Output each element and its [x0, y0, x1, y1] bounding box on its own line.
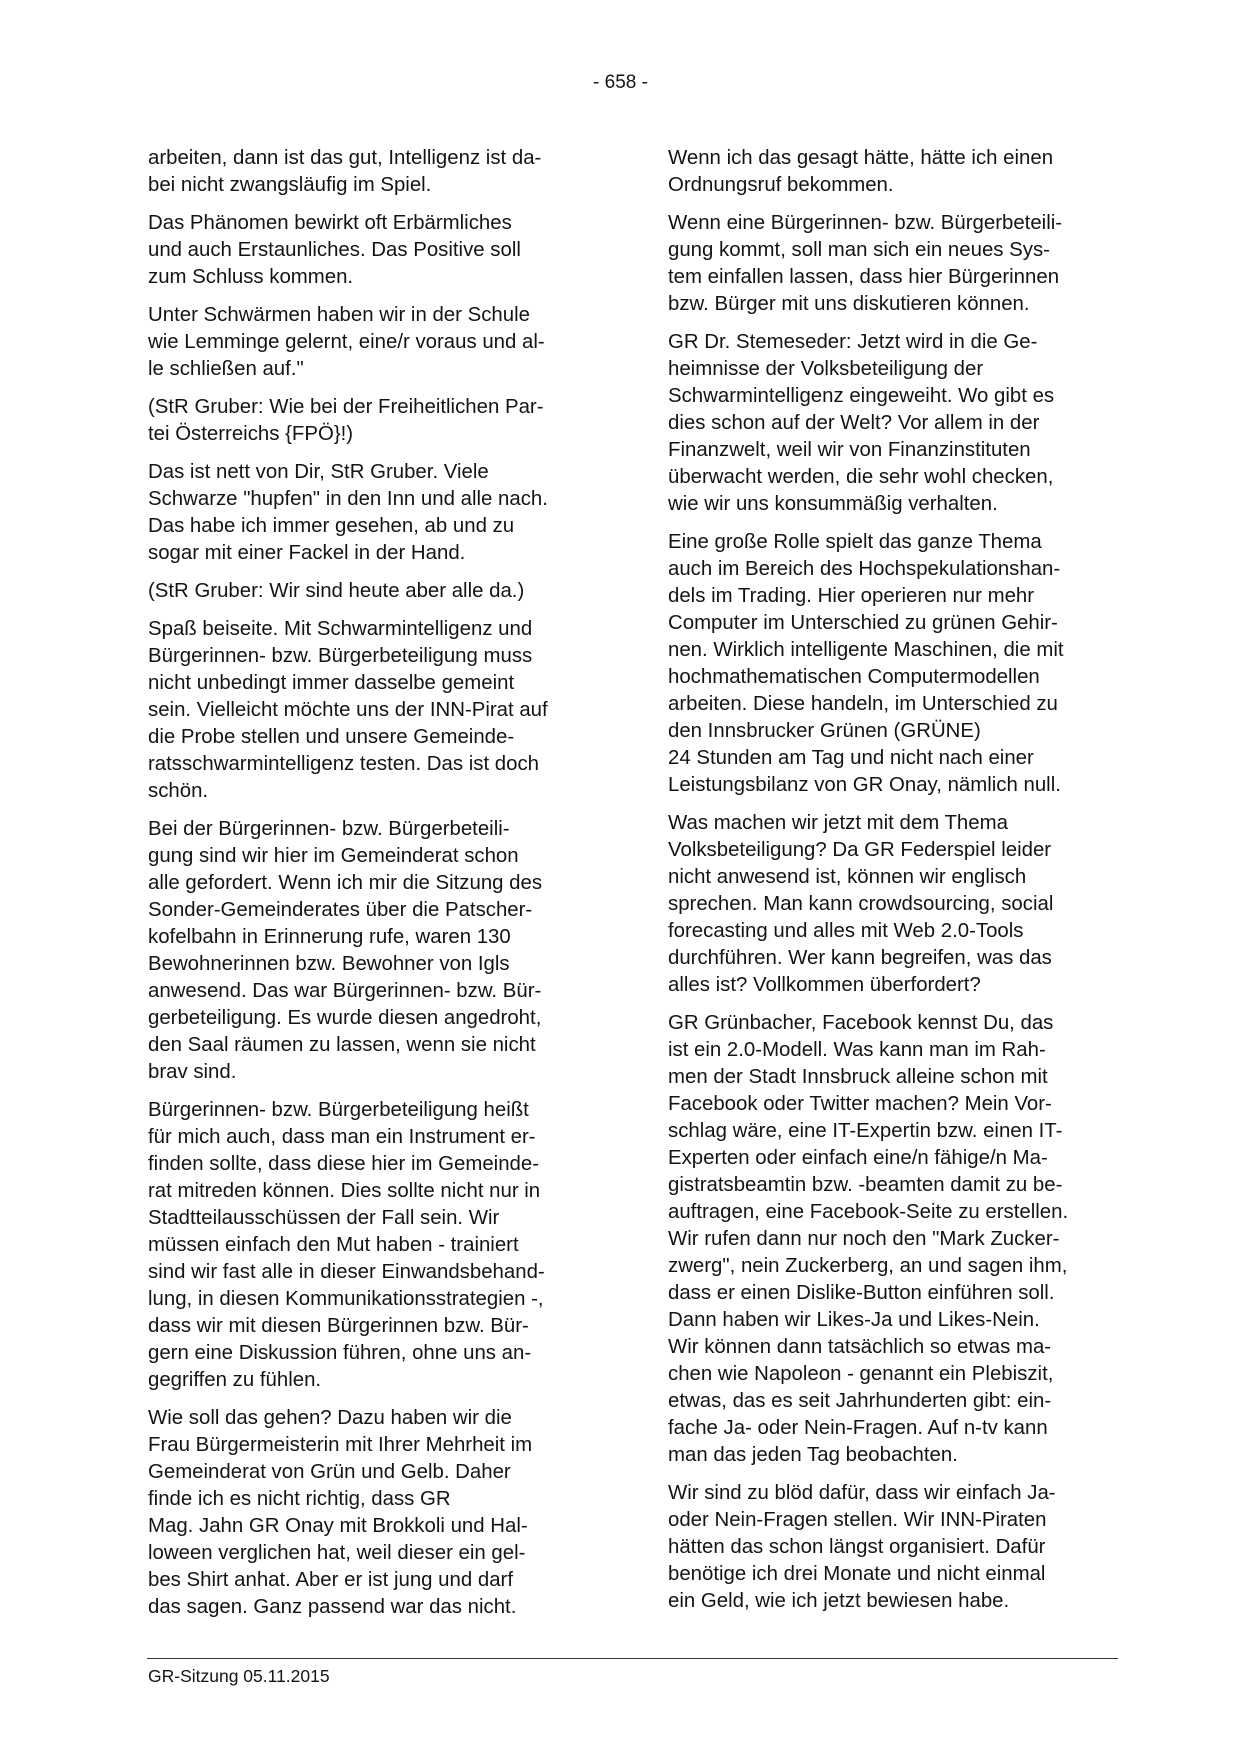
text-line: Leistungsbilanz von GR Onay, nämlich null. [668, 774, 1061, 796]
text-line: Dann haben wir Likes-Ja und Likes-Nein. [668, 1309, 1040, 1331]
text-line: Das Phänomen bewirkt oft Erbärmliches [148, 212, 512, 234]
text-line: gung kommt, soll man sich ein neues Sys- [668, 239, 1050, 261]
text-line: auftragen, eine Facebook-Seite zu erstellen. [668, 1201, 1069, 1223]
text-line: GR Dr. Stemeseder: Jetzt wird in die Ge- [668, 331, 1038, 353]
paragraph [148, 578, 600, 605]
text-line: gung sind wir hier im Gemeinderat schon [148, 845, 519, 867]
text-line: Wir können dann tatsächlich so etwas ma- [668, 1336, 1052, 1358]
text-line: nicht unbedingt immer dasselbe gemeint [148, 672, 515, 694]
text-line: Wie soll das gehen? Dazu haben wir die [148, 1407, 512, 1429]
text-line: schön. [148, 780, 209, 802]
text-line: fache Ja- oder Nein-Fragen. Auf n-tv kann [668, 1417, 1048, 1439]
text-line: etwas, das es seit Jahrhunderten gibt: ein- [668, 1390, 1052, 1412]
text-line: durchführen. Wer kann begreifen, was das [668, 947, 1052, 969]
text-line: Was machen wir jetzt mit dem Thema [668, 812, 1008, 834]
text-line: Bürgerinnen- bzw. Bürgerbeteiligung muss [148, 645, 533, 667]
page-number: - 658 - [593, 72, 648, 93]
text-line: Gemeinderat von Grün und Gelb. Daher [148, 1461, 511, 1483]
paragraph [148, 459, 600, 567]
text-line: dass wir mit diesen Bürgerinnen bzw. Bür- [148, 1315, 529, 1337]
text-line: Schwarze "hupfen" in den Inn und alle nach. [148, 488, 548, 510]
text-line: Facebook oder Twitter machen? Mein Vor- [668, 1093, 1052, 1115]
text-line: sein. Vielleicht möchte uns der INN-Pirat auf [148, 699, 548, 721]
text-line: Bürgerinnen- bzw. Bürgerbeteiligung heißt [148, 1099, 529, 1121]
text-line: Wir rufen dann nur noch den "Mark Zucker- [668, 1228, 1060, 1250]
right-text-column [668, 145, 1120, 1626]
text-line: müssen einfach den Mut haben - trainiert [148, 1234, 519, 1256]
text-line: Stadtteilausschüssen der Fall sein. Wir [148, 1207, 500, 1229]
text-line: gistratsbeamtin bzw. -beamten damit zu be- [668, 1174, 1063, 1196]
text-line: wie Lemminge gelernt, eine/r voraus und al- [148, 331, 545, 353]
text-line: Volksbeteiligung? Da GR Federspiel leider [668, 839, 1052, 861]
text-line: ist ein 2.0-Modell. Was kann man im Rah- [668, 1039, 1046, 1061]
text-line: sind wir fast alle in dieser Einwandsbehand- [148, 1261, 545, 1283]
text-line: le schließen auf." [148, 358, 304, 380]
paragraph [148, 816, 600, 1086]
text-line: wie wir uns konsummäßig verhalten. [668, 493, 998, 515]
text-line: finden sollte, dass diese hier im Gemeinde- [148, 1153, 540, 1175]
paragraph [668, 210, 1120, 318]
text-line: alles ist? Vollkommen überfordert? [668, 974, 981, 996]
text-line: Finanzwelt, weil wir von Finanzinstituten [668, 439, 1031, 461]
text-line: loween verglichen hat, weil dieser ein gel- [148, 1542, 526, 1564]
text-line: anwesend. Das war Bürgerinnen- bzw. Bür- [148, 980, 542, 1002]
text-line: Computer im Unterschied zu grünen Gehir- [668, 612, 1058, 634]
text-line: rat mitreden können. Dies sollte nicht nur in [148, 1180, 541, 1202]
text-line: Das habe ich immer gesehen, ab und zu [148, 515, 515, 537]
text-line: Ordnungsruf bekommen. [668, 174, 894, 196]
text-line: gern eine Diskussion führen, ohne uns an- [148, 1342, 532, 1364]
text-line: Spaß beiseite. Mit Schwarmintelligenz und [148, 618, 533, 640]
text-line: 24 Stunden am Tag und nicht nach einer [668, 747, 1034, 769]
paragraph [668, 810, 1120, 999]
paragraph [148, 394, 600, 448]
text-line: sogar mit einer Fackel in der Hand. [148, 542, 466, 564]
text-line: forecasting und alles mit Web 2.0-Tools [668, 920, 1024, 942]
paragraph [668, 329, 1120, 518]
paragraph [148, 145, 600, 199]
text-line: den Innsbrucker Grünen (GRÜNE) [668, 720, 981, 742]
text-line: (StR Gruber: Wir sind heute aber alle da.) [148, 580, 525, 602]
text-line: Frau Bürgermeisterin mit Ihrer Mehrheit im [148, 1434, 533, 1456]
text-line: sprechen. Man kann crowdsourcing, social [668, 893, 1054, 915]
paragraph [148, 1097, 600, 1394]
text-line: zum Schluss kommen. [148, 266, 354, 288]
text-line: Eine große Rolle spielt das ganze Thema [668, 531, 1042, 553]
paragraph [148, 210, 600, 291]
text-line: und auch Erstaunliches. Das Positive soll [148, 239, 521, 261]
text-line: die Probe stellen und unsere Gemeinde- [148, 726, 515, 748]
text-line: Wenn ich das gesagt hätte, hätte ich einen [668, 147, 1054, 169]
text-line: Experten oder einfach eine/n fähige/n Ma- [668, 1147, 1048, 1169]
text-line: Sonder-Gemeinderates über die Patscher- [148, 899, 533, 921]
text-line: tei Österreichs {FPÖ}!) [148, 423, 354, 445]
text-line: oder Nein-Fragen stellen. Wir INN-Piraten [668, 1509, 1047, 1531]
text-line: gegriffen zu fühlen. [148, 1369, 322, 1391]
text-line: arbeiten, dann ist das gut, Intelligenz ist da- [148, 147, 542, 169]
text-line: auch im Bereich des Hochspekulationshan- [668, 558, 1061, 580]
text-line: für mich auch, dass man ein Instrument er- [148, 1126, 536, 1148]
footer-session-date: GR-Sitzung 05.11.2015 [148, 1666, 330, 1686]
text-line: chen wie Napoleon - genannt ein Plebiszit, [668, 1363, 1054, 1385]
text-line: Das ist nett von Dir, StR Gruber. Viele [148, 461, 489, 483]
text-line: dass er einen Dislike-Button einführen soll. [668, 1282, 1055, 1304]
left-text-column [148, 145, 600, 1632]
text-line: benötige ich drei Monate und nicht einmal [668, 1563, 1046, 1585]
text-line: alle gefordert. Wenn ich mir die Sitzung des [148, 872, 543, 894]
text-line: nen. Wirklich intelligente Maschinen, die mit [668, 639, 1064, 661]
text-line: men der Stadt Innsbruck alleine schon mit [668, 1066, 1048, 1088]
text-line: Wir sind zu blöd dafür, dass wir einfach Ja- [668, 1482, 1056, 1504]
text-line: bes Shirt anhat. Aber er ist jung und darf [148, 1569, 513, 1591]
text-line: Schwarmintelligenz eingeweiht. Wo gibt es [668, 385, 1055, 407]
text-line: dels im Trading. Hier operieren nur mehr [668, 585, 1035, 607]
paragraph [148, 616, 600, 805]
text-line: bzw. Bürger mit uns diskutieren können. [668, 293, 1030, 315]
text-line: das sagen. Ganz passend war das nicht. [148, 1596, 517, 1618]
text-line: Bewohnerinnen bzw. Bewohner von Igls [148, 953, 510, 975]
text-line: arbeiten. Diese handeln, im Unterschied zu [668, 693, 1058, 715]
text-line: ratsschwarmintelligenz testen. Das ist doch [148, 753, 539, 775]
paragraph [668, 1480, 1120, 1615]
text-line: Mag. Jahn GR Onay mit Brokkoli und Hal- [148, 1515, 528, 1537]
text-line: nicht anwesend ist, können wir englisch [668, 866, 1027, 888]
paragraph [668, 145, 1120, 199]
text-line: Unter Schwärmen haben wir in der Schule [148, 304, 530, 326]
paragraph [668, 1010, 1120, 1469]
text-line: man das jeden Tag beobachten. [668, 1444, 958, 1466]
text-line: dies schon auf der Welt? Vor allem in der [668, 412, 1040, 434]
text-line: lung, in diesen Kommunikationsstrategien -, [148, 1288, 544, 1310]
text-line: GR Grünbacher, Facebook kennst Du, das [668, 1012, 1054, 1034]
text-line: schlag wäre, eine IT-Expertin bzw. einen IT- [668, 1120, 1063, 1142]
text-line: Bei der Bürgerinnen- bzw. Bürgerbeteili- [148, 818, 510, 840]
text-line: brav sind. [148, 1061, 237, 1083]
paragraph [148, 1405, 600, 1621]
text-line: Wenn eine Bürgerinnen- bzw. Bürgerbeteili- [668, 212, 1063, 234]
text-line: hochmathematischen Computermodellen [668, 666, 1040, 688]
text-line: finde ich es nicht richtig, dass GR [148, 1488, 451, 1510]
text-line: hätten das schon längst organisiert. Dafür [668, 1536, 1046, 1558]
text-line: bei nicht zwangsläufig im Spiel. [148, 174, 432, 196]
text-line: den Saal räumen zu lassen, wenn sie nicht [148, 1034, 536, 1056]
text-line: ein Geld, wie ich jetzt bewiesen habe. [668, 1590, 1010, 1612]
paragraph [668, 529, 1120, 799]
text-line: gerbeteiligung. Es wurde diesen angedroht, [148, 1007, 542, 1029]
text-line: zwerg", nein Zuckerberg, an und sagen ihm, [668, 1255, 1068, 1277]
text-line: (StR Gruber: Wie bei der Freiheitlichen Par- [148, 396, 544, 418]
paragraph [148, 302, 600, 383]
text-line: überwacht werden, die sehr wohl checken, [668, 466, 1054, 488]
text-line: heimnisse der Volksbeteiligung der [668, 358, 984, 380]
footer-divider [147, 1658, 1118, 1659]
text-line: kofelbahn in Erinnerung rufe, waren 130 [148, 926, 511, 948]
text-line: tem einfallen lassen, dass hier Bürgerinnen [668, 266, 1060, 288]
